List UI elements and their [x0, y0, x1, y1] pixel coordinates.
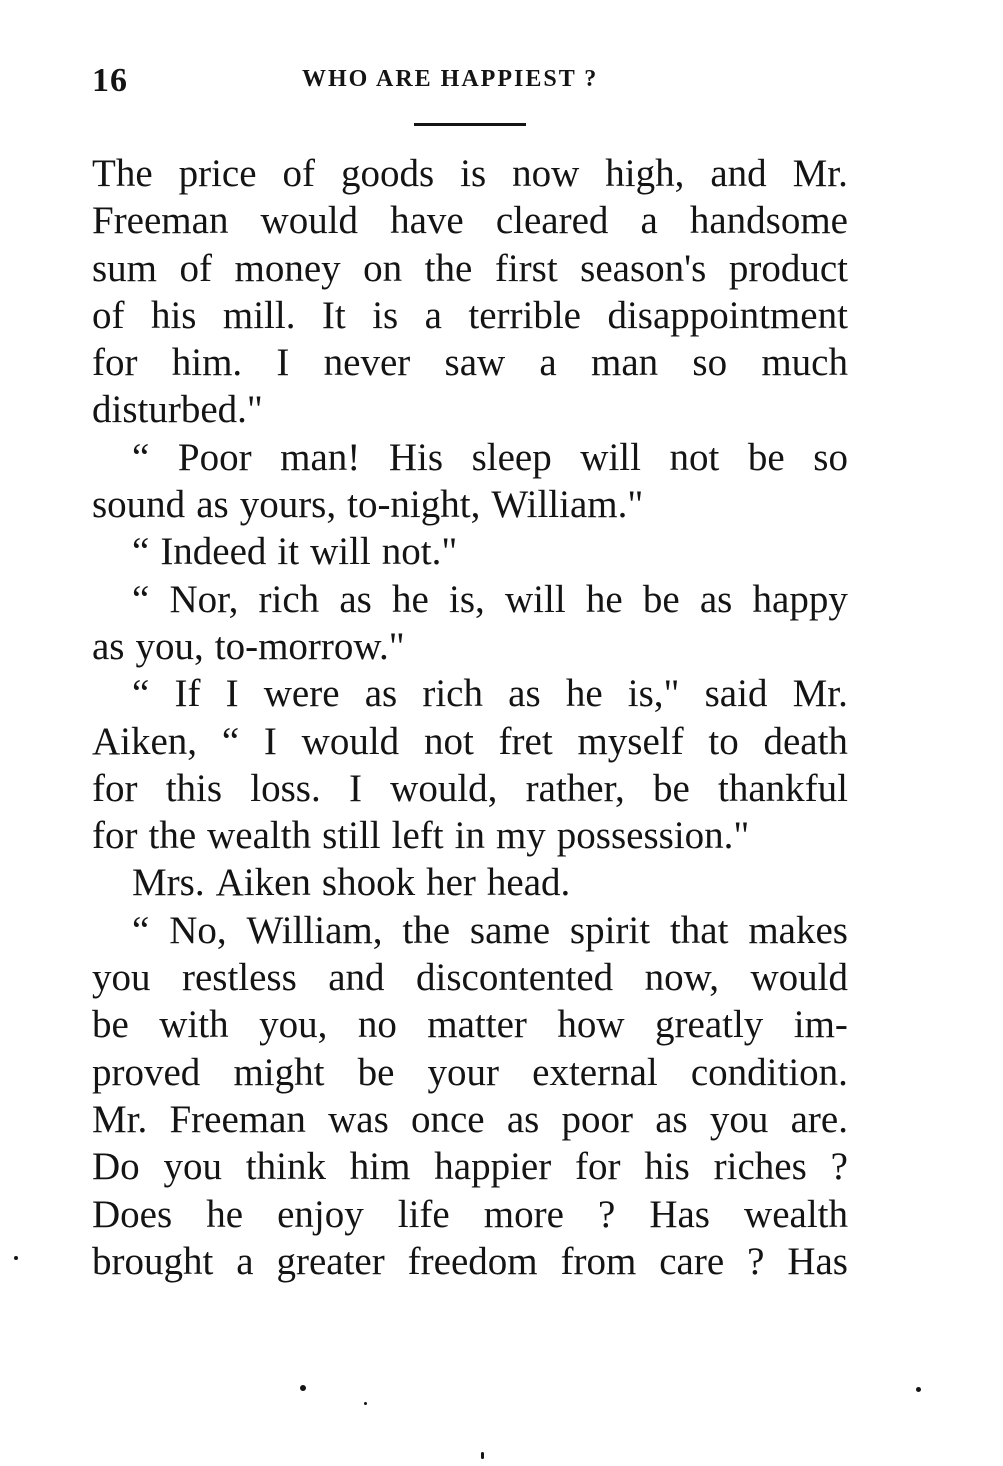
word: matter — [427, 1003, 527, 1047]
word: he — [585, 577, 623, 621]
word: sleep — [471, 435, 552, 479]
word: Poor — [177, 435, 252, 479]
word: disturbed." — [92, 388, 263, 432]
word: for — [92, 766, 138, 810]
word: saw — [444, 341, 506, 385]
word: the — [402, 908, 451, 952]
word: and — [710, 152, 767, 195]
text-line — [92, 245, 848, 292]
text-line — [92, 481, 848, 528]
text-line — [92, 718, 848, 765]
word: proved — [92, 1050, 201, 1094]
word: high, — [605, 152, 685, 195]
word: be — [642, 577, 680, 621]
word: makes — [748, 908, 848, 952]
word: his — [644, 1145, 690, 1189]
word: so — [692, 341, 728, 385]
word: will — [310, 530, 371, 574]
word: in — [454, 814, 485, 858]
print-speck — [364, 1402, 367, 1405]
word: restless — [181, 956, 297, 1000]
word: “ — [132, 577, 150, 621]
word: possession." — [556, 814, 750, 858]
word: be — [747, 435, 785, 479]
word: to-morrow." — [214, 624, 405, 668]
word: were — [263, 672, 340, 716]
word: my — [495, 814, 546, 858]
word: loss. — [250, 766, 321, 810]
word: greater — [276, 1239, 385, 1283]
word: now — [512, 152, 580, 195]
word: will — [505, 577, 566, 621]
word: have — [390, 199, 464, 243]
word: think — [245, 1145, 326, 1189]
word: as — [699, 577, 733, 621]
text-line — [92, 1096, 848, 1143]
word: “ — [132, 530, 150, 574]
page-number: 16 — [92, 62, 128, 99]
word: your — [427, 1050, 500, 1094]
text-line — [92, 765, 848, 812]
word: now, — [644, 956, 720, 1000]
word: happy — [752, 577, 848, 621]
text-line — [92, 576, 848, 623]
word: more — [483, 1192, 564, 1236]
word: discontented — [416, 956, 614, 1000]
word: The — [92, 152, 153, 195]
text-line — [92, 859, 848, 906]
word: condition. — [690, 1050, 848, 1094]
word: product — [728, 246, 848, 290]
word: be — [357, 1050, 395, 1094]
word: as — [364, 672, 398, 716]
word: said — [704, 672, 768, 716]
word: is — [460, 152, 487, 195]
word: him. — [171, 341, 243, 385]
word: head. — [486, 861, 571, 905]
word: for — [92, 814, 138, 858]
word: Freeman — [92, 199, 229, 243]
running-title: WHO ARE HAPPIEST ? — [302, 66, 599, 92]
word: for — [92, 341, 138, 385]
word: as — [506, 1097, 540, 1141]
word: as — [655, 1097, 688, 1141]
word: so — [813, 435, 848, 479]
word: riches — [713, 1145, 807, 1189]
word: how — [557, 1003, 625, 1047]
word: “ — [132, 672, 150, 716]
word: a — [236, 1239, 254, 1283]
word: disappointment — [607, 293, 848, 337]
word: man — [590, 341, 659, 385]
word: not." — [381, 530, 458, 574]
word: first — [494, 246, 558, 290]
word: Indeed — [160, 530, 267, 574]
word: cleared — [495, 199, 609, 243]
word: with — [159, 1003, 229, 1047]
word: as — [339, 577, 372, 621]
word: he — [392, 577, 429, 621]
word: was — [328, 1097, 389, 1141]
text-line — [92, 907, 848, 954]
word: Nor, — [169, 577, 239, 621]
word: as — [196, 483, 229, 527]
word: I — [263, 719, 277, 763]
print-speck — [916, 1387, 921, 1392]
word: Mr. — [92, 1097, 148, 1141]
word: rich — [258, 577, 320, 621]
word: no — [357, 1003, 397, 1047]
word: mill. — [222, 293, 296, 337]
word: the — [148, 814, 197, 858]
text-line — [92, 1049, 848, 1096]
text-line — [92, 1001, 848, 1048]
word: would — [260, 199, 359, 243]
word: wealth — [207, 814, 312, 858]
text-line — [92, 670, 848, 717]
word: It — [321, 293, 346, 337]
word: William." — [491, 483, 644, 527]
word: wealth — [744, 1192, 848, 1236]
word: are. — [790, 1097, 848, 1141]
word: William, — [246, 908, 383, 952]
word: of — [282, 152, 316, 195]
print-speck — [481, 1452, 484, 1459]
word: on — [363, 246, 403, 290]
word: Aiken, — [92, 719, 198, 763]
word: as — [92, 624, 125, 668]
word: is, — [449, 577, 485, 621]
word: myself — [577, 719, 684, 763]
word: be — [652, 766, 690, 810]
word: her — [426, 861, 476, 905]
word: im- — [793, 1003, 848, 1047]
word: his — [150, 293, 197, 337]
word: from — [560, 1239, 637, 1283]
word: yours, — [239, 483, 337, 527]
word: enjoy — [277, 1192, 364, 1236]
word: external — [532, 1050, 658, 1094]
word: be — [92, 1003, 129, 1047]
header-rule — [414, 123, 526, 126]
word: to — [708, 719, 739, 763]
text-line — [92, 386, 848, 433]
word: freedom — [407, 1239, 538, 1283]
word: Aiken — [215, 861, 311, 905]
word: still — [322, 814, 381, 858]
word: Mrs. — [132, 861, 205, 905]
word: thankful — [718, 766, 848, 810]
text-line — [92, 1191, 848, 1238]
word: of — [92, 293, 125, 337]
word: that — [669, 908, 729, 952]
word: much — [761, 341, 848, 385]
word: “ — [132, 435, 150, 479]
word: would — [750, 956, 848, 1000]
word: Does — [92, 1192, 173, 1236]
word: I — [276, 341, 290, 385]
print-speck — [300, 1385, 306, 1391]
word: terrible — [468, 293, 581, 337]
word: a — [640, 199, 658, 243]
word: I — [348, 766, 362, 810]
word: Mr. — [792, 672, 848, 716]
word: he — [565, 672, 603, 716]
word: you — [163, 1145, 222, 1189]
text-line — [92, 812, 848, 859]
word: he — [206, 1192, 244, 1236]
word: rather, — [525, 766, 625, 810]
word: fret — [498, 719, 553, 763]
body-text — [92, 150, 848, 1285]
text-line — [92, 1143, 848, 1190]
word: greatly — [655, 1003, 764, 1047]
word: rich — [422, 672, 483, 716]
running-head — [92, 62, 852, 102]
word: care — [659, 1239, 725, 1283]
word: Has — [787, 1239, 848, 1283]
word: you, — [135, 624, 204, 668]
text-line — [92, 528, 848, 575]
word: Has — [649, 1192, 710, 1236]
word: brought — [92, 1239, 214, 1283]
word: “ — [221, 719, 240, 763]
word: you, — [259, 1003, 328, 1047]
word: sum — [92, 246, 158, 290]
word: sound — [92, 483, 186, 527]
word: and — [328, 956, 385, 1000]
text-line — [92, 623, 848, 670]
text-line — [92, 434, 848, 481]
word: shook — [321, 861, 416, 905]
word: would, — [390, 766, 498, 810]
word: spirit — [569, 908, 651, 952]
word: this — [165, 766, 223, 810]
word: same — [469, 908, 551, 952]
word: season's — [580, 246, 707, 290]
word: ? — [747, 1239, 765, 1283]
word: might — [233, 1050, 325, 1094]
text-line — [92, 339, 848, 386]
word: is," — [627, 672, 680, 716]
word: life — [397, 1192, 450, 1236]
word: would — [301, 719, 400, 763]
word: the — [424, 246, 473, 290]
word: will — [580, 435, 641, 479]
word: Freeman — [169, 1097, 306, 1141]
word: handsome — [689, 199, 848, 243]
word: Mr. — [792, 152, 848, 195]
word: it — [277, 530, 300, 574]
word: No, — [169, 908, 227, 952]
word: to-night, — [347, 483, 481, 527]
text-line — [92, 954, 848, 1001]
word: for — [575, 1145, 621, 1189]
text-line — [92, 1238, 848, 1285]
word: goods — [341, 152, 435, 195]
word: as — [508, 672, 541, 716]
word: death — [763, 719, 848, 763]
word: left — [391, 814, 444, 858]
text-line — [92, 150, 848, 197]
word: a — [539, 341, 557, 385]
word: ? — [597, 1192, 616, 1236]
word: money — [234, 246, 341, 290]
word: not — [423, 719, 474, 763]
word: is — [372, 293, 399, 337]
word: him — [349, 1145, 411, 1189]
word: a — [424, 293, 442, 337]
word: happier — [434, 1145, 552, 1189]
word: price — [178, 152, 257, 195]
word: If — [174, 672, 201, 716]
word: man! — [280, 435, 361, 479]
word: ? — [830, 1145, 848, 1189]
text-line — [92, 197, 848, 244]
word: I — [225, 672, 239, 716]
word: “ — [132, 908, 150, 952]
word: His — [388, 435, 444, 479]
word: you — [92, 956, 151, 1000]
word: you — [709, 1097, 769, 1141]
word: never — [323, 341, 411, 385]
word: poor — [561, 1097, 634, 1141]
word: once — [410, 1097, 485, 1141]
word: Do — [92, 1145, 140, 1189]
text-line — [92, 292, 848, 339]
word: not — [669, 435, 720, 479]
print-speck — [14, 1256, 18, 1260]
word: of — [179, 246, 213, 290]
